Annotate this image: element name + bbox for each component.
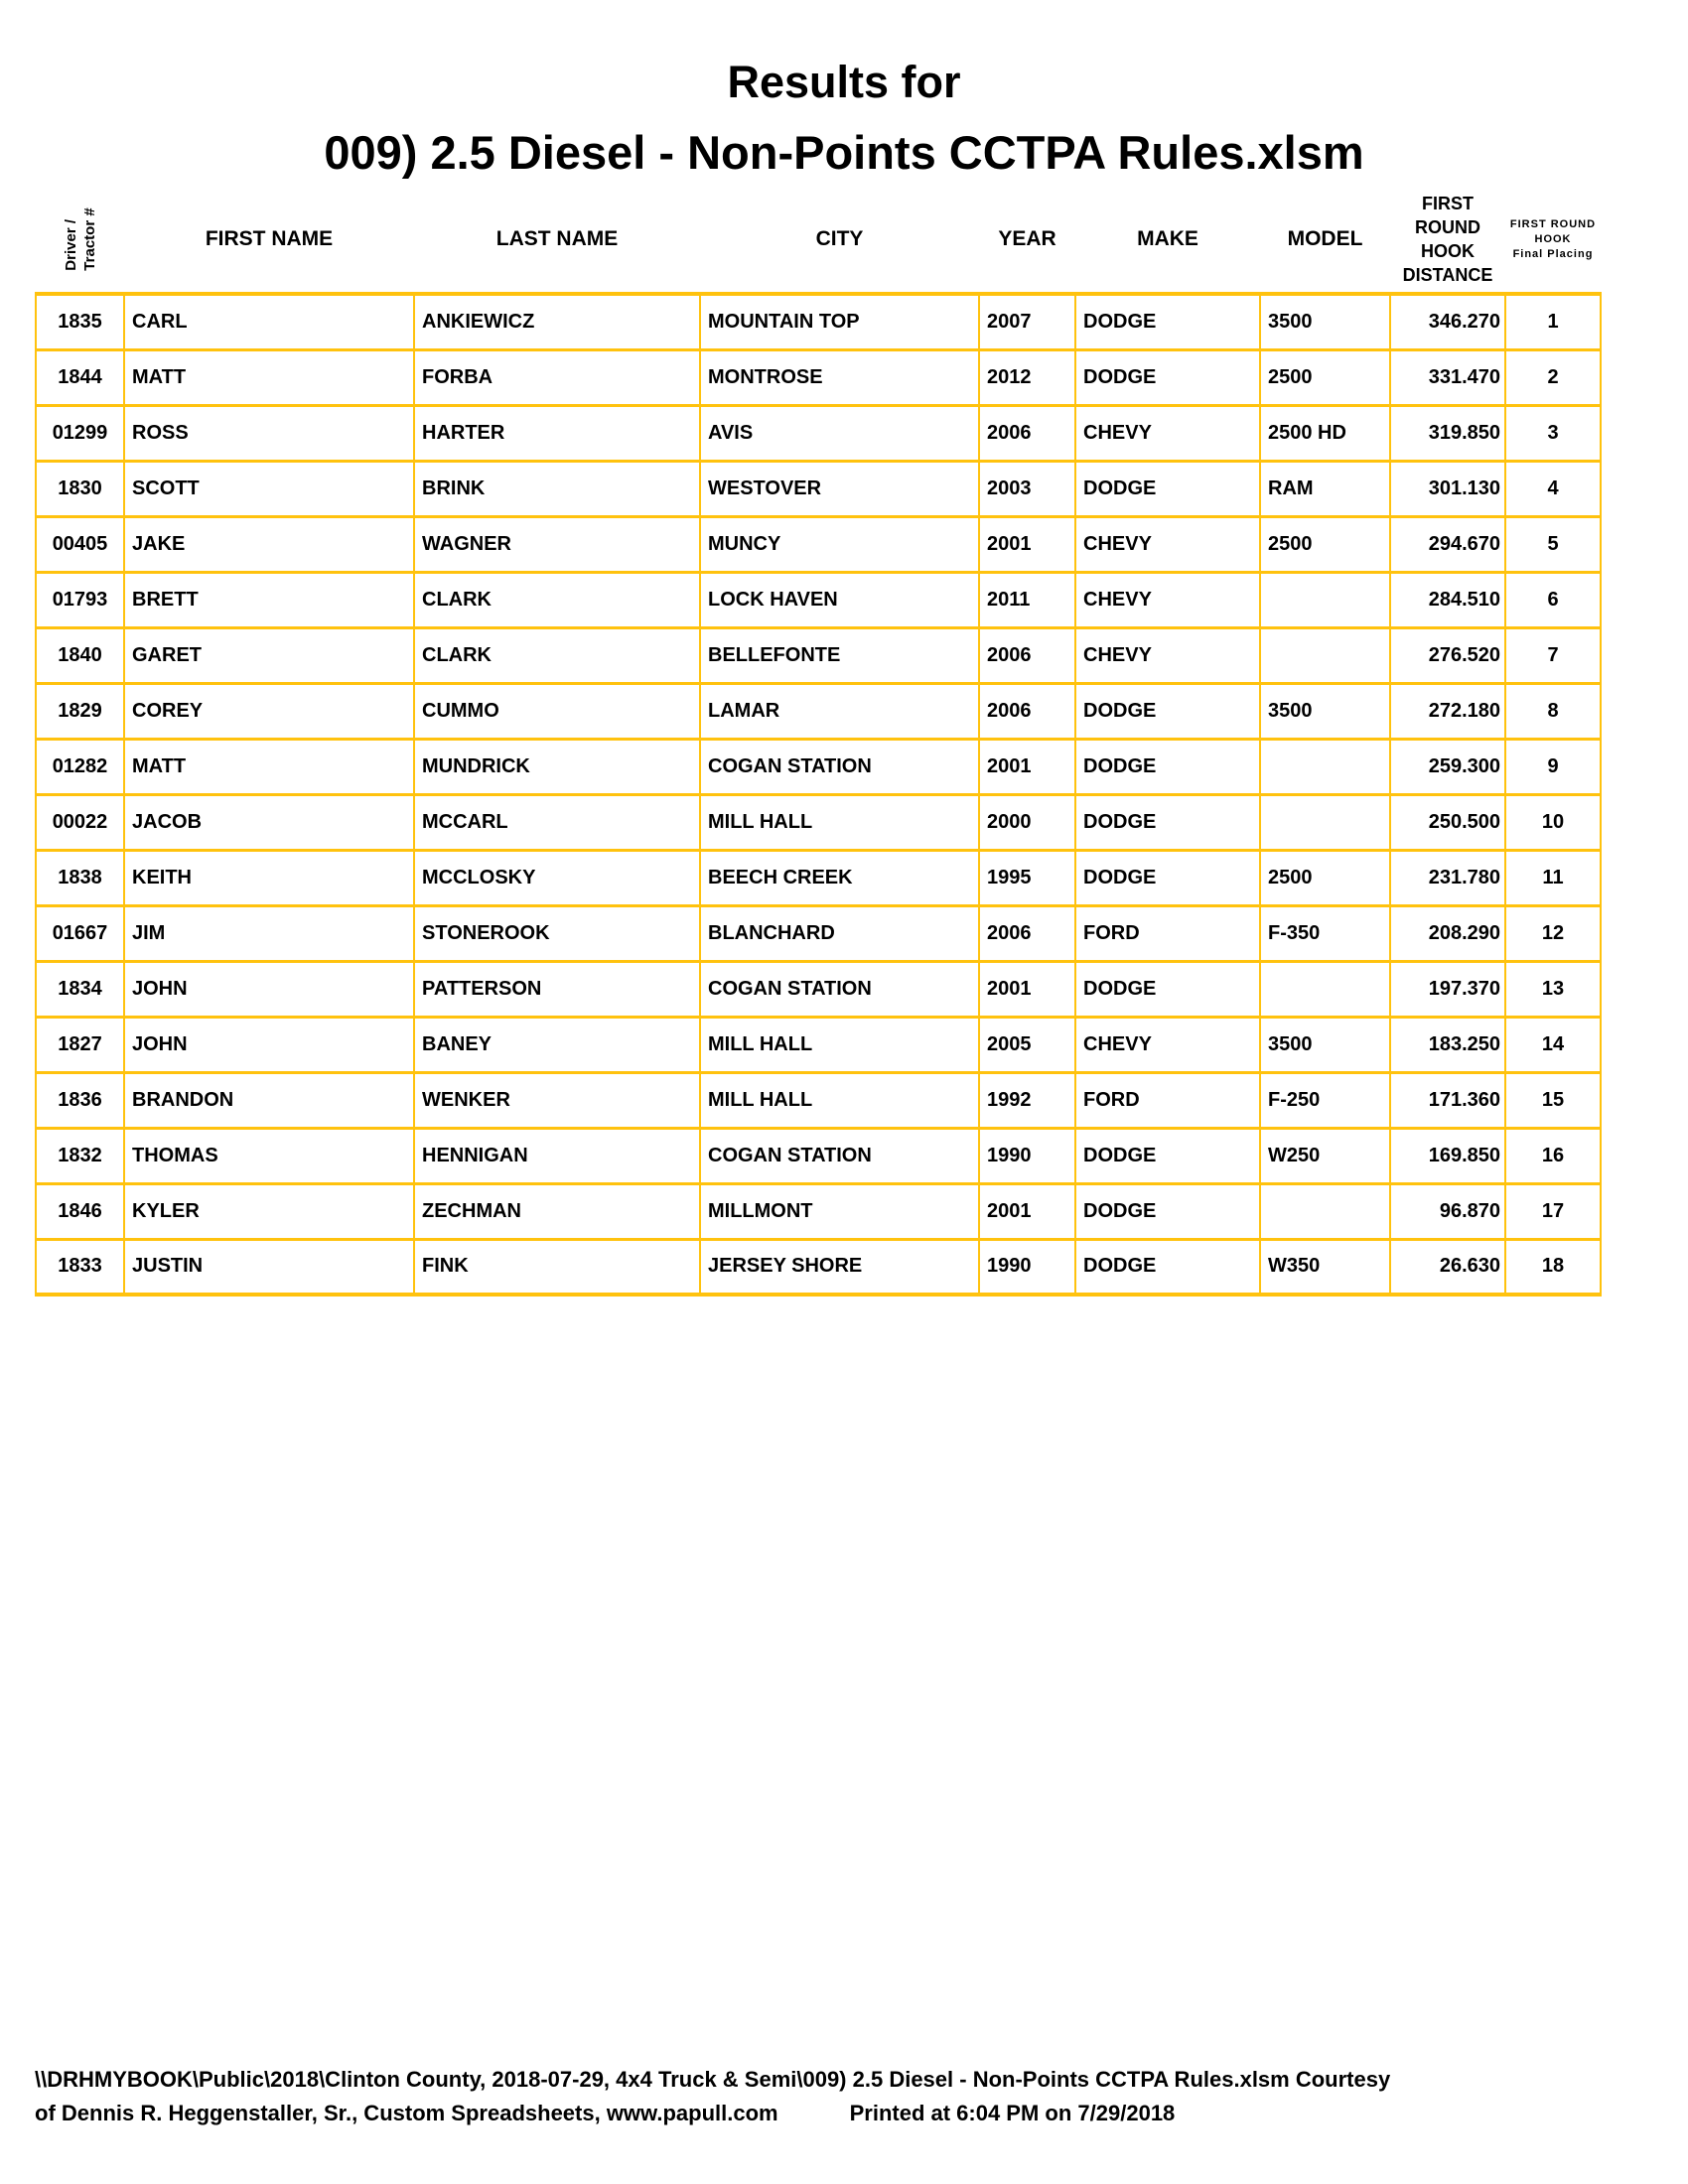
cell-last: CLARK: [414, 627, 700, 683]
cell-city: COGAN STATION: [700, 961, 979, 1017]
cell-first: JOHN: [124, 1017, 414, 1072]
cell-make: CHEVY: [1075, 572, 1260, 627]
cell-first: BRETT: [124, 572, 414, 627]
cell-model: 2500: [1260, 850, 1390, 905]
cell-year: 1992: [979, 1072, 1075, 1128]
cell-first: KYLER: [124, 1183, 414, 1239]
cell-first: KEITH: [124, 850, 414, 905]
cell-placing: 17: [1505, 1183, 1601, 1239]
cell-tractor: 1827: [36, 1017, 124, 1072]
cell-distance: 96.870: [1390, 1183, 1505, 1239]
cell-model: F-250: [1260, 1072, 1390, 1128]
cell-last: BANEY: [414, 1017, 700, 1072]
cell-placing: 14: [1505, 1017, 1601, 1072]
results-table: [35, 187, 1602, 1297]
table-row: [36, 683, 1601, 739]
footer-line2: [35, 2097, 1663, 2130]
cell-model: [1260, 627, 1390, 683]
cell-first: JOHN: [124, 961, 414, 1017]
cell-tractor: 01793: [36, 572, 124, 627]
cell-year: 2011: [979, 572, 1075, 627]
cell-year: 2001: [979, 961, 1075, 1017]
cell-distance: 272.180: [1390, 683, 1505, 739]
cell-placing: 16: [1505, 1128, 1601, 1183]
cell-model: [1260, 572, 1390, 627]
header-placing-line1: FIRST ROUND: [1509, 217, 1597, 230]
cell-distance: 284.510: [1390, 572, 1505, 627]
cell-tractor: 1844: [36, 349, 124, 405]
header-make: MAKE: [1137, 227, 1198, 250]
cell-first: JAKE: [124, 516, 414, 572]
cell-year: 1990: [979, 1239, 1075, 1295]
cell-last: WAGNER: [414, 516, 700, 572]
cell-tractor: 1846: [36, 1183, 124, 1239]
cell-tractor: 1838: [36, 850, 124, 905]
cell-placing: 7: [1505, 627, 1601, 683]
cell-tractor: 1830: [36, 461, 124, 516]
cell-model: F-350: [1260, 905, 1390, 961]
cell-placing: 4: [1505, 461, 1601, 516]
table-row: [36, 1183, 1601, 1239]
header-distance-line4: DISTANCE: [1402, 265, 1493, 285]
cell-make: DODGE: [1075, 683, 1260, 739]
cell-model: 2500: [1260, 516, 1390, 572]
cell-last: MCCARL: [414, 794, 700, 850]
cell-first: SCOTT: [124, 461, 414, 516]
header-driver-line2: Tractor #: [80, 207, 98, 271]
cell-placing: 18: [1505, 1239, 1601, 1295]
cell-placing: 10: [1505, 794, 1601, 850]
cell-city: LOCK HAVEN: [700, 572, 979, 627]
table-row: [36, 1017, 1601, 1072]
cell-city: LAMAR: [700, 683, 979, 739]
cell-make: DODGE: [1075, 349, 1260, 405]
cell-make: DODGE: [1075, 1128, 1260, 1183]
cell-last: PATTERSON: [414, 961, 700, 1017]
cell-placing: 6: [1505, 572, 1601, 627]
cell-make: DODGE: [1075, 294, 1260, 349]
cell-distance: 208.290: [1390, 905, 1505, 961]
cell-year: 2006: [979, 627, 1075, 683]
cell-distance: 231.780: [1390, 850, 1505, 905]
cell-make: DODGE: [1075, 794, 1260, 850]
cell-year: 2000: [979, 794, 1075, 850]
cell-placing: 3: [1505, 405, 1601, 461]
cell-year: 1990: [979, 1128, 1075, 1183]
cell-city: BLANCHARD: [700, 905, 979, 961]
cell-year: 2001: [979, 516, 1075, 572]
cell-tractor: 1834: [36, 961, 124, 1017]
cell-distance: 169.850: [1390, 1128, 1505, 1183]
table-row: [36, 516, 1601, 572]
cell-placing: 8: [1505, 683, 1601, 739]
cell-placing: 2: [1505, 349, 1601, 405]
cell-make: DODGE: [1075, 461, 1260, 516]
cell-first: COREY: [124, 683, 414, 739]
table-row: [36, 461, 1601, 516]
cell-first: MATT: [124, 349, 414, 405]
cell-tractor: 1840: [36, 627, 124, 683]
cell-first: ROSS: [124, 405, 414, 461]
cell-model: RAM: [1260, 461, 1390, 516]
cell-tractor: 1829: [36, 683, 124, 739]
cell-first: JUSTIN: [124, 1239, 414, 1295]
cell-year: 2007: [979, 294, 1075, 349]
cell-year: 2012: [979, 349, 1075, 405]
header-placing-line3: Final Placing: [1512, 247, 1594, 260]
cell-distance: 259.300: [1390, 739, 1505, 794]
cell-year: 2003: [979, 461, 1075, 516]
footer-line1: \\DRHMYBOOK\Public\2018\Clinton County, 2018-07-29, 4x4 Truck & Semi\009) 2.5 Diesel - Non-Points CCTPA Rules.xlsm Courtesy: [35, 2067, 1391, 2092]
cell-city: BELLEFONTE: [700, 627, 979, 683]
cell-last: CUMMO: [414, 683, 700, 739]
table-row: [36, 405, 1601, 461]
cell-city: MILLMONT: [700, 1183, 979, 1239]
cell-tractor: 00022: [36, 794, 124, 850]
cell-last: CLARK: [414, 572, 700, 627]
cell-model: 2500 HD: [1260, 405, 1390, 461]
cell-city: JERSEY SHORE: [700, 1239, 979, 1295]
cell-distance: 250.500: [1390, 794, 1505, 850]
cell-model: 3500: [1260, 1017, 1390, 1072]
cell-make: DODGE: [1075, 1183, 1260, 1239]
cell-make: CHEVY: [1075, 627, 1260, 683]
cell-last: ZECHMAN: [414, 1183, 700, 1239]
cell-model: W350: [1260, 1239, 1390, 1295]
cell-last: BRINK: [414, 461, 700, 516]
page-footer: [35, 2063, 1663, 2130]
header-distance-line2: ROUND: [1415, 217, 1480, 237]
cell-placing: 12: [1505, 905, 1601, 961]
cell-tractor: 01299: [36, 405, 124, 461]
cell-make: DODGE: [1075, 961, 1260, 1017]
cell-last: WENKER: [414, 1072, 700, 1128]
cell-year: 2006: [979, 683, 1075, 739]
cell-distance: 294.670: [1390, 516, 1505, 572]
header-driver-tractor-rotated-text: [62, 207, 99, 270]
cell-city: MUNCY: [700, 516, 979, 572]
cell-tractor: 01667: [36, 905, 124, 961]
cell-make: CHEVY: [1075, 405, 1260, 461]
cell-year: 2006: [979, 905, 1075, 961]
cell-placing: 13: [1505, 961, 1601, 1017]
cell-city: AVIS: [700, 405, 979, 461]
cell-model: [1260, 961, 1390, 1017]
table-row: [36, 739, 1601, 794]
header-driver-tractor: [36, 187, 124, 294]
page-subtitle: 009) 2.5 Diesel - Non-Points CCTPA Rules.xlsm: [324, 126, 1364, 179]
header-first-name: FIRST NAME: [205, 227, 334, 250]
cell-distance: 197.370: [1390, 961, 1505, 1017]
cell-tractor: 1832: [36, 1128, 124, 1183]
table-row: [36, 905, 1601, 961]
cell-first: GARET: [124, 627, 414, 683]
cell-city: MOUNTAIN TOP: [700, 294, 979, 349]
cell-first: CARL: [124, 294, 414, 349]
cell-make: CHEVY: [1075, 516, 1260, 572]
table-row: [36, 294, 1601, 349]
footer-printed-timestamp: Printed at 6:04 PM on 7/29/2018: [849, 2101, 1176, 2125]
table-row: [36, 572, 1601, 627]
cell-year: 1995: [979, 850, 1075, 905]
cell-make: DODGE: [1075, 850, 1260, 905]
cell-model: W250: [1260, 1128, 1390, 1183]
table-row: [36, 961, 1601, 1017]
cell-last: MUNDRICK: [414, 739, 700, 794]
results-table-body: [36, 294, 1601, 1295]
cell-tractor: 1833: [36, 1239, 124, 1295]
cell-city: COGAN STATION: [700, 739, 979, 794]
cell-city: MILL HALL: [700, 1072, 979, 1128]
cell-make: DODGE: [1075, 739, 1260, 794]
cell-last: MCCLOSKY: [414, 850, 700, 905]
table-row: [36, 627, 1601, 683]
cell-city: MILL HALL: [700, 1017, 979, 1072]
cell-distance: 183.250: [1390, 1017, 1505, 1072]
table-row: [36, 1239, 1601, 1295]
cell-first: JIM: [124, 905, 414, 961]
table-header: [36, 187, 1601, 294]
cell-distance: 171.360: [1390, 1072, 1505, 1128]
cell-distance: 276.520: [1390, 627, 1505, 683]
table-row: [36, 349, 1601, 405]
cell-last: FINK: [414, 1239, 700, 1295]
cell-year: 2006: [979, 405, 1075, 461]
cell-city: MILL HALL: [700, 794, 979, 850]
cell-distance: 26.630: [1390, 1239, 1505, 1295]
cell-distance: 331.470: [1390, 349, 1505, 405]
cell-model: [1260, 739, 1390, 794]
page-title: Results for: [727, 57, 961, 107]
cell-distance: 346.270: [1390, 294, 1505, 349]
cell-year: 2001: [979, 1183, 1075, 1239]
cell-make: FORD: [1075, 905, 1260, 961]
header-model: MODEL: [1287, 227, 1363, 250]
cell-city: BEECH CREEK: [700, 850, 979, 905]
cell-distance: 319.850: [1390, 405, 1505, 461]
cell-last: ANKIEWICZ: [414, 294, 700, 349]
table-row: [36, 1128, 1601, 1183]
header-city: CITY: [815, 227, 864, 250]
cell-make: CHEVY: [1075, 1017, 1260, 1072]
cell-model: 3500: [1260, 683, 1390, 739]
cell-model: [1260, 1183, 1390, 1239]
cell-last: FORBA: [414, 349, 700, 405]
cell-last: HARTER: [414, 405, 700, 461]
cell-first: JACOB: [124, 794, 414, 850]
table-row: [36, 1072, 1601, 1128]
header-distance-line1: FIRST: [1422, 194, 1474, 213]
table-row: [36, 794, 1601, 850]
header-year: YEAR: [998, 227, 1056, 250]
cell-tractor: 01282: [36, 739, 124, 794]
header-first-round-hook-distance: [1390, 187, 1505, 294]
cell-year: 2001: [979, 739, 1075, 794]
cell-last: STONEROOK: [414, 905, 700, 961]
table-row: [36, 850, 1601, 905]
header-first-round-hook-final-placing: [1505, 187, 1601, 294]
cell-tractor: 1835: [36, 294, 124, 349]
cell-placing: 1: [1505, 294, 1601, 349]
cell-placing: 11: [1505, 850, 1601, 905]
cell-tractor: 1836: [36, 1072, 124, 1128]
cell-first: BRANDON: [124, 1072, 414, 1128]
cell-placing: 5: [1505, 516, 1601, 572]
cell-make: FORD: [1075, 1072, 1260, 1128]
cell-first: MATT: [124, 739, 414, 794]
cell-model: 2500: [1260, 349, 1390, 405]
cell-distance: 301.130: [1390, 461, 1505, 516]
cell-model: [1260, 794, 1390, 850]
footer-courtesy-text: of Dennis R. Heggenstaller, Sr., Custom Spreadsheets, www.papull.com: [35, 2101, 778, 2125]
cell-last: HENNIGAN: [414, 1128, 700, 1183]
cell-city: WESTOVER: [700, 461, 979, 516]
header-placing-line2: HOOK: [1534, 232, 1572, 245]
cell-city: MONTROSE: [700, 349, 979, 405]
cell-placing: 15: [1505, 1072, 1601, 1128]
header-last-name: LAST NAME: [495, 227, 619, 250]
header-distance-line3: HOOK: [1421, 241, 1475, 261]
cell-city: COGAN STATION: [700, 1128, 979, 1183]
cell-year: 2005: [979, 1017, 1075, 1072]
cell-make: DODGE: [1075, 1239, 1260, 1295]
cell-first: THOMAS: [124, 1128, 414, 1183]
cell-placing: 9: [1505, 739, 1601, 794]
header-driver-line1: Driver /: [62, 218, 79, 271]
cell-tractor: 00405: [36, 516, 124, 572]
cell-model: 3500: [1260, 294, 1390, 349]
